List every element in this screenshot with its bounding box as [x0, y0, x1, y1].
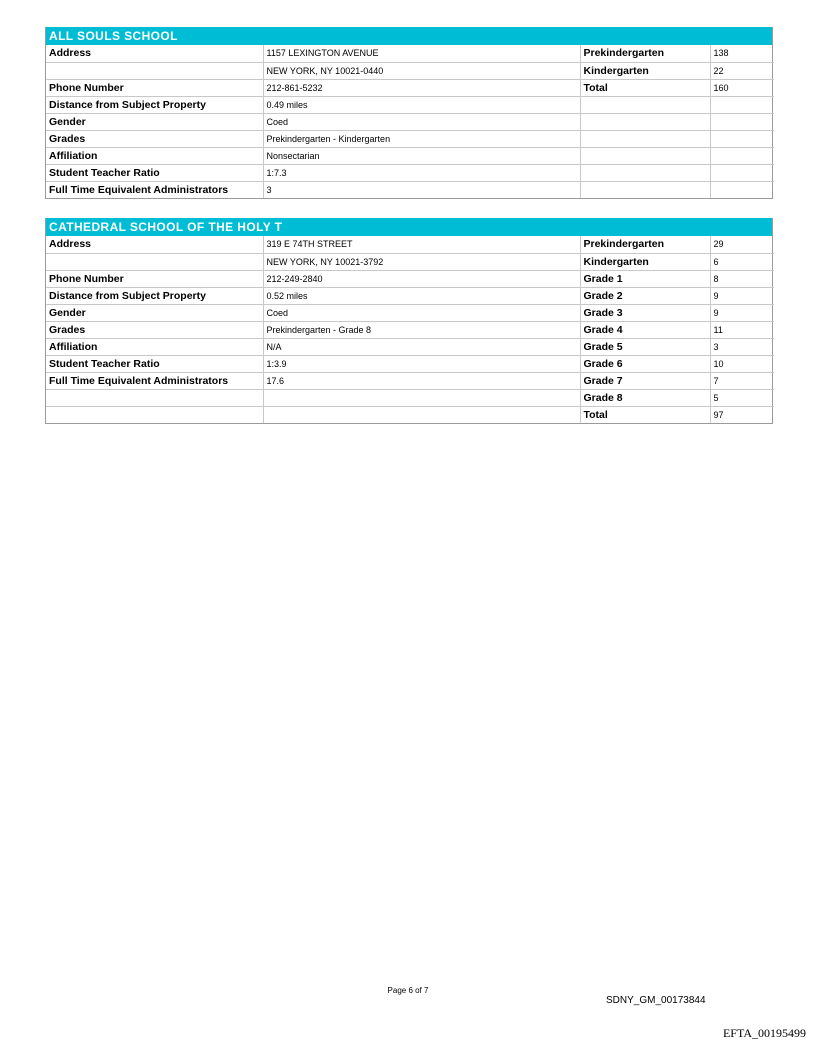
grade-label: Grade 6 — [580, 355, 710, 372]
field-label: Phone Number — [46, 79, 263, 96]
grade-label — [580, 164, 710, 181]
field-value: 17.6 — [263, 372, 580, 389]
table-row — [46, 45, 774, 62]
field-value: 1157 LEXINGTON AVENUE — [263, 45, 580, 62]
field-value: 1:3.9 — [263, 355, 580, 372]
grade-label: Grade 8 — [580, 389, 710, 406]
field-label: Gender — [46, 113, 263, 130]
field-value: NEW YORK, NY 10021-3792 — [263, 253, 580, 270]
school-section-cathedral — [45, 218, 773, 424]
school-details-body — [46, 45, 774, 198]
grade-label: Total — [580, 79, 710, 96]
grade-label — [580, 113, 710, 130]
table-row — [46, 96, 774, 113]
field-label: Distance from Subject Property — [46, 96, 263, 113]
school-details-table — [46, 45, 774, 198]
enrollment-count: 138 — [710, 45, 774, 62]
field-value — [263, 406, 580, 423]
field-label: Distance from Subject Property — [46, 287, 263, 304]
enrollment-count — [710, 130, 774, 147]
field-value: 212-861-5232 — [263, 79, 580, 96]
field-label: Phone Number — [46, 270, 263, 287]
enrollment-count: 160 — [710, 79, 774, 96]
school-section-all-souls — [45, 27, 773, 199]
field-label: Gender — [46, 304, 263, 321]
enrollment-count: 29 — [710, 236, 774, 253]
enrollment-count — [710, 96, 774, 113]
field-label: Student Teacher Ratio — [46, 355, 263, 372]
field-label: Grades — [46, 321, 263, 338]
enrollment-count: 97 — [713, 409, 724, 420]
enrollment-count: 10 — [710, 355, 774, 372]
field-value: 0.49 miles — [263, 96, 580, 113]
field-value: Coed — [263, 113, 580, 130]
enrollment-count: 3 — [710, 338, 774, 355]
field-value — [263, 389, 580, 406]
enrollment-count — [710, 164, 774, 181]
enrollment-count: 6 — [710, 253, 774, 270]
grade-label: Prekindergarten — [580, 236, 710, 253]
enrollment-count — [710, 147, 774, 164]
table-row — [46, 406, 774, 423]
field-value: N/A — [263, 338, 580, 355]
school-name-header: CATHEDRAL SCHOOL OF THE HOLY T — [46, 218, 772, 236]
field-value: Prekindergarten - Grade 8 — [263, 321, 580, 338]
table-row — [46, 270, 774, 287]
grade-label — [580, 147, 710, 164]
grade-label: Grade 5 — [580, 338, 710, 355]
table-row — [46, 355, 774, 372]
school-details-body — [46, 236, 774, 423]
table-row — [46, 181, 774, 198]
enrollment-count: 11 — [710, 321, 774, 338]
field-label — [46, 389, 263, 406]
bates-number: SDNY_GM_00173844 — [606, 995, 706, 1006]
enrollment-count: 9 — [710, 287, 774, 304]
table-row — [46, 304, 774, 321]
school-name-header: ALL SOULS SCHOOL — [46, 27, 772, 45]
grade-label — [580, 96, 710, 113]
field-value: 319 E 74TH STREET — [263, 236, 580, 253]
field-label: Affiliation — [46, 338, 263, 355]
grade-label — [580, 181, 710, 198]
enrollment-count: 5 — [710, 389, 774, 406]
table-row — [46, 236, 774, 253]
table-row — [46, 113, 774, 130]
field-label: Full Time Equivalent Administrators — [46, 181, 263, 198]
field-value: NEW YORK, NY 10021-0440 — [263, 62, 580, 79]
table-row — [46, 62, 774, 79]
enrollment-count — [710, 113, 774, 130]
grade-label: Prekindergarten — [580, 45, 710, 62]
field-label: Address — [46, 236, 263, 253]
field-label — [46, 406, 263, 423]
table-row — [46, 164, 774, 181]
grade-label: Grade 2 — [580, 287, 710, 304]
table-row — [46, 389, 774, 406]
field-value: Coed — [263, 304, 580, 321]
grade-label: Grade 7 — [580, 372, 710, 389]
grade-label: Kindergarten — [580, 253, 710, 270]
table-row — [46, 372, 774, 389]
field-value: Prekindergarten - Kindergarten — [263, 130, 580, 147]
field-value: 0.52 miles — [263, 287, 580, 304]
table-row — [46, 79, 774, 96]
table-row — [46, 287, 774, 304]
grade-label: Total — [580, 406, 710, 423]
table-row — [46, 253, 774, 270]
table-row — [46, 321, 774, 338]
field-label — [46, 253, 263, 270]
field-label: Grades — [46, 130, 263, 147]
table-row — [46, 147, 774, 164]
school-details-table — [46, 236, 774, 423]
grade-label: Grade 3 — [580, 304, 710, 321]
field-label: Address — [46, 45, 263, 62]
enrollment-count: 7 — [710, 372, 774, 389]
enrollment-count: 8 — [710, 270, 774, 287]
grade-label: Grade 4 — [580, 321, 710, 338]
efta-number: EFTA_00195499 — [722, 1026, 806, 1040]
enrollment-count: 9 — [710, 304, 774, 321]
field-value: 3 — [263, 181, 580, 198]
field-value: Nonsectarian — [263, 147, 580, 164]
table-row — [46, 130, 774, 147]
enrollment-count: 22 — [710, 62, 774, 79]
field-label: Full Time Equivalent Administrators — [46, 372, 263, 389]
field-value: 212-249-2840 — [263, 270, 580, 287]
grade-label: Kindergarten — [580, 62, 710, 79]
table-row — [46, 338, 774, 355]
field-value: 1:7.3 — [263, 164, 580, 181]
enrollment-count — [710, 181, 774, 198]
field-label: Student Teacher Ratio — [46, 164, 263, 181]
grade-label: Grade 1 — [580, 270, 710, 287]
page-number: Page 6 of 7 — [387, 986, 429, 995]
grade-label — [580, 130, 710, 147]
field-label — [46, 62, 263, 79]
field-label: Affiliation — [46, 147, 263, 164]
